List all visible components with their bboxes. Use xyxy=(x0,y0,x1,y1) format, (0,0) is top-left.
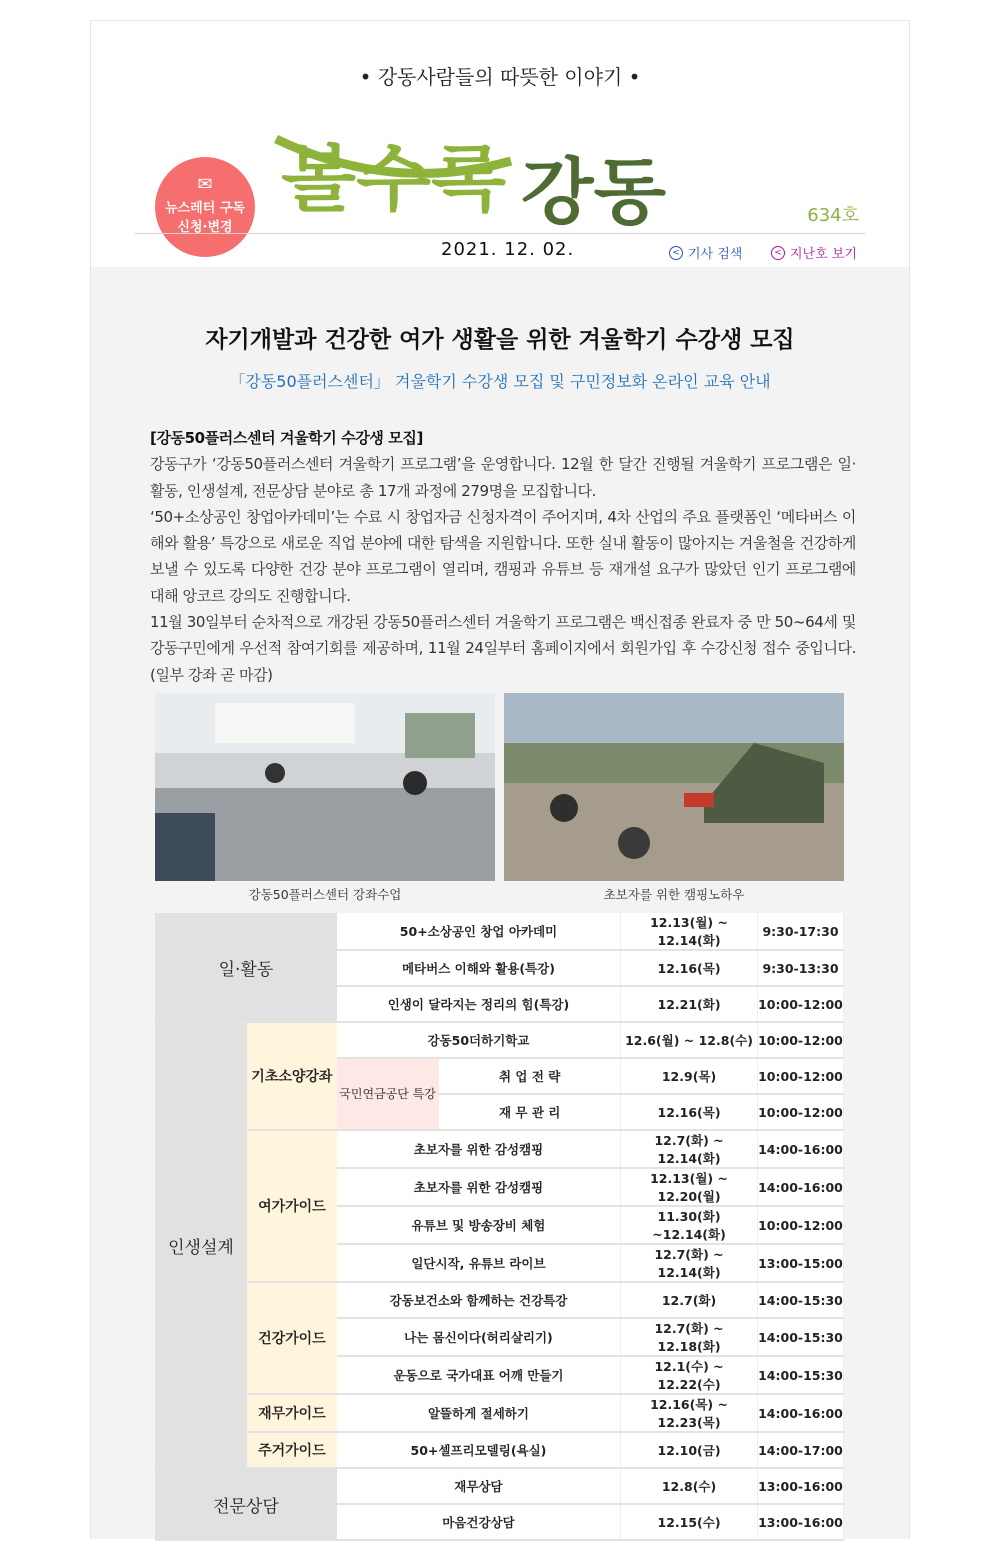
article-search-link[interactable] xyxy=(669,243,742,262)
tagline: • 강동사람들의 따뜻한 이야기 • xyxy=(359,65,641,89)
svg-text:볼수록: 볼수록 xyxy=(281,137,507,221)
program-name: 메타버스 이해와 활용(특강) xyxy=(337,950,621,986)
subscribe-button[interactable] xyxy=(155,157,255,257)
program-time: 10:00-12:00 xyxy=(758,1058,844,1094)
program-date: 12.16(목) ~ 12.23(목) xyxy=(621,1394,758,1432)
program-name: 재 무 관 리 xyxy=(439,1094,621,1130)
program-name: 50+소상공인 창업 아카데미 xyxy=(337,913,621,950)
newsletter-page xyxy=(90,20,910,1539)
program-time: 10:00-12:00 xyxy=(758,1206,844,1244)
program-name: 마음건강상담 xyxy=(337,1504,621,1540)
program-time: 14:00-16:00 xyxy=(758,1168,844,1206)
program-name: 취 업 전 략 xyxy=(439,1058,621,1094)
program-date: 12.7(화) ~ 12.14(화) xyxy=(621,1130,758,1168)
camping-photo xyxy=(504,693,844,881)
program-name: 초보자를 위한 감성캠핑 xyxy=(337,1130,621,1168)
chevron-left-icon: < xyxy=(771,246,785,260)
subgroup-cell: 재무가이드 xyxy=(247,1394,337,1432)
article-subtitle: 「강동50플러스센터」 겨울학기 수강생 모집 및 구민정보화 온라인 교육 안내 xyxy=(229,372,771,391)
program-name: 알뜰하게 절세하기 xyxy=(337,1394,621,1432)
special-group-cell: 국민연금공단 특강 xyxy=(337,1058,439,1130)
table-row xyxy=(155,1432,844,1468)
program-name: 강동50더하기학교 xyxy=(337,1022,621,1058)
subscribe-label: 뉴스레터 구독 xyxy=(165,201,245,216)
category-cell: 일·활동 xyxy=(155,913,337,1022)
program-date: 11.30(화) ~12.14(화) xyxy=(621,1206,758,1244)
past-issues-label: 지난호 보기 xyxy=(790,247,857,262)
paragraph: ‘50+소상공인 창업아카데미’는 수료 시 창업자금 신청자격이 주어지며, 4차 산업의 주요 플랫폼인 ‘메타버스 이해와 활용’ 특강으로 새로운 직업 분야에 대한 탐색을 지원합니다. 또한 실내 활동이 많아지는 겨울철을 건강하게 보낼 수 있도록 다양한 건강 분야 프로그램이 열리며, 캠핑과 유튜브 등 재개설 요구가 많았던 인기 프로그램에 대해 앙코르 강의도 진행합니다. xyxy=(150,507,856,605)
mail-plus-icon: ✉ xyxy=(197,174,213,195)
program-time: 14:00-17:00 xyxy=(758,1432,844,1468)
subgroup-cell: 기초소양강좌 xyxy=(247,1022,337,1130)
svg-text:강동: 강동 xyxy=(521,150,667,229)
program-time: 14:00-15:30 xyxy=(758,1318,844,1356)
photo-caption: 강동50플러스센터 강좌수업 xyxy=(248,887,402,902)
classroom-photo xyxy=(155,693,495,881)
program-time: 13:00-15:00 xyxy=(758,1244,844,1282)
program-date: 12.10(금) xyxy=(621,1432,758,1468)
program-date: 12.16(목) xyxy=(621,1094,758,1130)
program-name: 50+셀프리모델링(욕실) xyxy=(337,1432,621,1468)
paragraph: 강동구가 ‘강동50플러스센터 겨울학기 프로그램’을 운영합니다. 12월 한 달간 진행될 겨울학기 프로그램은 일·활동, 인생설계, 전문상담 분야로 총 17개 과정에 279명을 모집합니다. xyxy=(150,455,856,500)
subgroup-cell: 주거가이드 xyxy=(247,1432,337,1468)
program-time: 13:00-16:00 xyxy=(758,1468,844,1504)
program-time: 9:30-17:30 xyxy=(758,913,844,950)
paragraph: 11월 30일부터 순차적으로 개강된 강동50플러스센터 겨울학기 프로그램은 백신접종 완료자 중 만 50~64세 및 강동구민에게 우선적 참여기회를 제공하며, 11월 24일부터 홈페이지에서 회원가입 후 수강신청 접수 중입니다.(일부 강좌 곧 마감) xyxy=(150,613,856,684)
table-row xyxy=(155,1468,844,1504)
article-search-label: 기사 검색 xyxy=(688,247,743,262)
section-heading: [강동50플러스센터 겨울학기 수강생 모집] xyxy=(150,429,423,447)
table-row xyxy=(155,1394,844,1432)
program-time: 14:00-15:30 xyxy=(758,1356,844,1394)
subgroup-cell: 여가가이드 xyxy=(247,1130,337,1282)
article-title: 자기개발과 건강한 여가 생활을 위한 겨울학기 수강생 모집 xyxy=(205,327,795,353)
category-cell: 전문상담 xyxy=(155,1468,337,1540)
program-name: 운동으로 국가대표 어깨 만들기 xyxy=(337,1356,621,1394)
program-time: 14:00-16:00 xyxy=(758,1130,844,1168)
program-time: 14:00-15:30 xyxy=(758,1282,844,1318)
program-date: 12.13(월) ~ 12.14(화) xyxy=(621,913,758,950)
program-date: 12.8(수) xyxy=(621,1468,758,1504)
program-date: 12.1(수) ~ 12.22(수) xyxy=(621,1356,758,1394)
table-row xyxy=(155,1022,844,1058)
divider xyxy=(135,233,865,234)
issue-date: 2021. 12. 02. xyxy=(441,239,575,260)
program-time: 10:00-12:00 xyxy=(758,986,844,1022)
category-cell: 인생설계 xyxy=(155,1022,247,1468)
logo[interactable] xyxy=(271,99,671,229)
program-date: 12.7(화) ~ 12.18(화) xyxy=(621,1318,758,1356)
program-name: 재무상담 xyxy=(337,1468,621,1504)
program-date: 12.15(수) xyxy=(621,1504,758,1540)
program-name: 강동보건소와 함께하는 건강특강 xyxy=(337,1282,621,1318)
program-name: 인생이 달라지는 정리의 힘(특강) xyxy=(337,986,621,1022)
table-row xyxy=(155,913,844,950)
program-time: 10:00-12:00 xyxy=(758,1094,844,1130)
subscribe-label-2: 신청·변경 xyxy=(177,220,233,235)
table-row xyxy=(155,1282,844,1318)
program-name: 초보자를 위한 감성캠핑 xyxy=(337,1168,621,1206)
program-date: 12.9(목) xyxy=(621,1058,758,1094)
program-date: 12.13(월) ~ 12.20(월) xyxy=(621,1168,758,1206)
program-time: 13:00-16:00 xyxy=(758,1504,844,1540)
program-date: 12.16(목) xyxy=(621,950,758,986)
program-name: 일단시작, 유튜브 라이브 xyxy=(337,1244,621,1282)
photo-caption: 초보자를 위한 캠핑노하우 xyxy=(603,887,745,902)
program-date: 12.7(화) ~ 12.14(화) xyxy=(621,1244,758,1282)
newsletter-header xyxy=(91,21,909,267)
program-name: 유튜브 및 방송장비 체험 xyxy=(337,1206,621,1244)
past-issues-link[interactable] xyxy=(771,243,857,262)
subgroup-cell: 건강가이드 xyxy=(247,1282,337,1394)
program-schedule-table xyxy=(155,913,844,1541)
article-body xyxy=(150,425,856,688)
program-time: 9:30-13:30 xyxy=(758,950,844,986)
table-row xyxy=(155,1130,844,1168)
program-date: 12.6(월) ~ 12.8(수) xyxy=(621,1022,758,1058)
program-date: 12.7(화) xyxy=(621,1282,758,1318)
program-name: 나는 몸신이다(허리살리기) xyxy=(337,1318,621,1356)
program-time: 10:00-12:00 xyxy=(758,1022,844,1058)
program-date: 12.21(화) xyxy=(621,986,758,1022)
chevron-left-icon: < xyxy=(669,246,683,260)
issue-number: 634호 xyxy=(807,205,859,226)
program-time: 14:00-16:00 xyxy=(758,1394,844,1432)
